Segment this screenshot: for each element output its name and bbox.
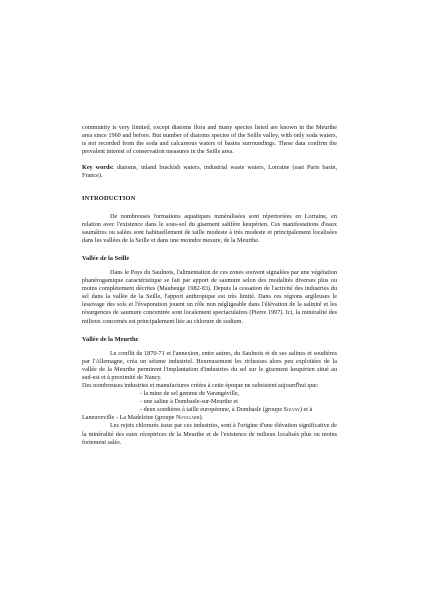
- industry-list: [82, 390, 337, 414]
- list-text: Laneuveville - La Madeleine (groupe: [82, 414, 176, 422]
- list-item: - une saline à Dombasle-sur-Meurthe et: [140, 398, 238, 406]
- keywords: [82, 164, 337, 180]
- seille-heading: Vallée de la Seille: [82, 254, 130, 262]
- introduction-paragraph: De nombreuses formations aquatiques minéralisées sont répertoriées en Lorraine, en relation avec l'existence dans le sous-sol du gisement salifère keupérien. Ces manifestations d'eaux saumâtres ou salées sont habituellement de taille modeste à très modeste et principalement localisées dans les vallées de la Seille et dans une moindre mesure, de la Meurthe.: [82, 212, 337, 244]
- seille-paragraph: Dans le Pays du Saulnois, l'alimentation de ces zones souvent signalées par une végétation phanérogamique caractéristique se fait par apport de saumure selon des modalités diverses plus ou moins complètement décrites (Maubeuge 1982-83). Depuis la cessation de l'activité des industries du sel dans la vallée de la Seille, l'apport anthropique est très limité. Dans ces régions argileuses le lessivage des sols et l'évaporation jouent un rôle non négligeable dans l'élévation de la salinité et les résurgences de saumure concentrée sont localement spectaculaires (Pierre 1997). Ici, la minéralité des milieux concernés est principalement liée au chlorure de sodium.: [82, 268, 337, 325]
- meurthe-paragraph-2: Des nombreuses industries et manufactures créées à cette époque ne subsistent aujourd'hui que:: [82, 381, 319, 389]
- list-continuation: [82, 414, 337, 422]
- list-item: - la mine de sel gemme de Varangéville,: [140, 390, 240, 398]
- keywords-text: diatoms, inland brackish waters, industrial waste waters, Lorraine (east Paris basin, France).: [82, 164, 338, 180]
- list-item: [82, 406, 337, 414]
- meurthe-heading: Vallée de la Meurthe: [82, 335, 139, 343]
- list-text: - deux soudières à taille européenne, à Dombasle (groupe: [140, 406, 284, 414]
- abstract-tail: community is very limited, except diatoms flora and many species listed are known in the Meurthe area since 1960 and before. But number of diatoms species of the Seille valley, with only soda waters, is not recorded from the soda and calcareous waters of basins surroundings. These data confirm the prevalent interest of conservation measures in the Seille area.: [82, 124, 337, 156]
- keywords-label: Key words:: [82, 164, 114, 172]
- list-text: ) et à: [299, 406, 313, 414]
- list-text: ).: [199, 414, 204, 422]
- introduction-heading: INTRODUCTION: [82, 194, 136, 202]
- company-solvay: Solvay: [283, 406, 300, 414]
- company-novacarb: Novacarb: [175, 414, 200, 422]
- meurthe-paragraph-3: Les rejets chlorurés issus par ces industries, sont à l'origine d'une élévation significative de la minéralité des eaux réceptrices de la Meurthe et de l'existence de milieux localisés plus ou moins fortement salés.: [82, 422, 337, 446]
- meurthe-paragraph-1: Le conflit de 1870-71 et l'annexion, entre autres, du Saulnois et de ses salines et soudières par l'Allemagne, créa un séisme industriel. Heureusement les richesses alors peu exploitées de la vallée de la Meurthe permirent l'implantation d'industries du sel sur le gisement keupérien situé au sud-est et à proximité de Nancy.: [82, 349, 337, 381]
